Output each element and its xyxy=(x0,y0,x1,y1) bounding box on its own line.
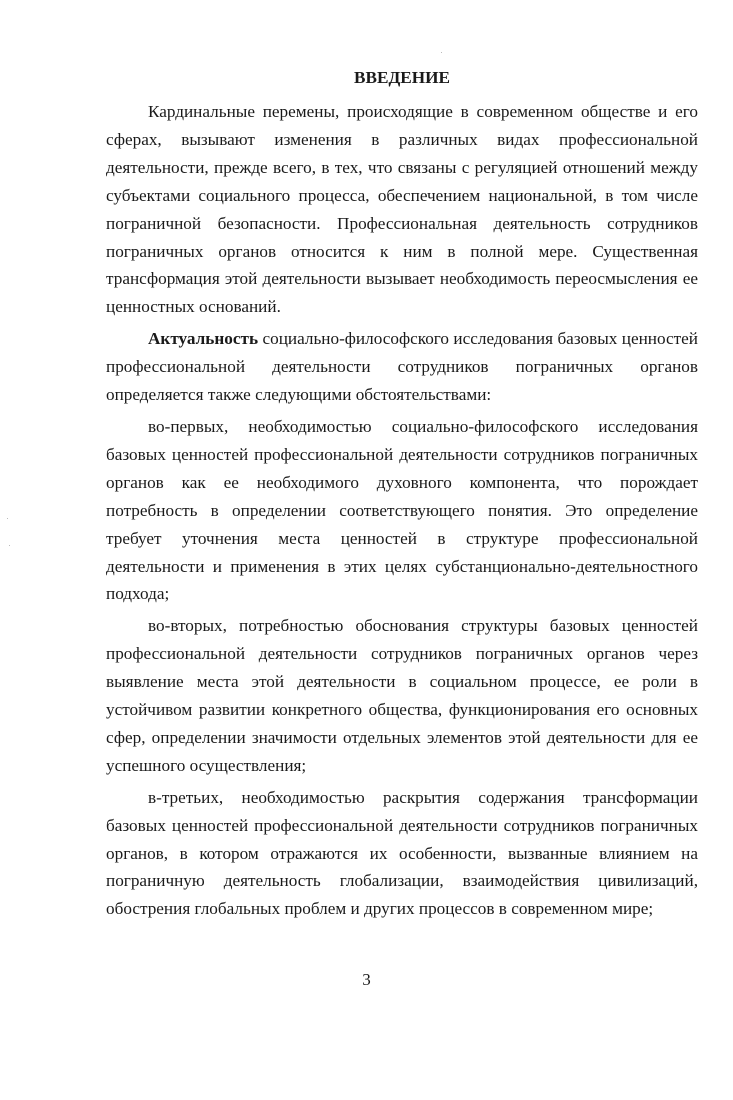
paragraph-text: в-третьих, необходимостью раскрытия содержания трансформации базовых ценностей профессиональной деятельности сотрудников пограничных органов, в котором отражаются их особенности, вызванные влиянием на пограничную деятельность глобализации, взаимодействия цивилизаций, обострения глобальных проблем и других процессов в современном мире; xyxy=(106,787,698,919)
page-number: 3 xyxy=(362,970,371,989)
paragraph-text: социально-философского исследования базовых ценностей профессиональной деятельности сотрудников пограничных органов определяется также следующими обстоятельствами: xyxy=(106,329,698,405)
paragraph-relevance xyxy=(106,325,698,409)
section-title: ВВЕДЕНИЕ xyxy=(354,68,450,87)
relevance-lead: Актуальность xyxy=(148,329,259,349)
scan-speck xyxy=(9,545,10,546)
scan-speck xyxy=(441,52,442,53)
paragraph-text: во-первых, необходимостью социально-философского исследования базовых ценностей профессиональной деятельности сотрудников пограничных органов как ее необходимого духовного компонента, что порождает потребность в определении соответствующего понятия. Это определение требует уточнения места ценностей в структуре профессиональной деятельности и применения в этих целях субстанционально-деятельностного подхода; xyxy=(106,416,698,604)
paragraph-intro xyxy=(106,98,698,321)
paragraph-text: во-вторых, потребностью обоснования структуры базовых ценностей профессиональной деятельности сотрудников пограничных органов через выявление места этой деятельности в социальном процессе, ее роли в устойчивом развитии конкретного общества, функционирования его основных сфер, определении значимости отдельных элементов этой деятельности для ее успешного осуществления; xyxy=(106,616,698,775)
paragraph-third-point xyxy=(106,784,698,924)
document-page xyxy=(106,64,698,927)
paragraph-first-point xyxy=(106,413,698,608)
scan-speck xyxy=(7,518,8,519)
paragraph-text: Кардинальные перемены, происходящие в современном обществе и его сферах, вызывают изменения в различных видах профессиональной деятельности, прежде всего, в тех, что связаны с регуляцией отношений между субъектами социального процесса, обеспечением национальной, в том числе пограничной безопасности. Профессиональная деятельность сотрудников пограничных органов относится к ним в полной мере. Существенная трансформация этой деятельности вызывает необходимость переосмысления ее ценностных оснований. xyxy=(106,102,698,317)
paragraph-second-point xyxy=(106,612,698,779)
